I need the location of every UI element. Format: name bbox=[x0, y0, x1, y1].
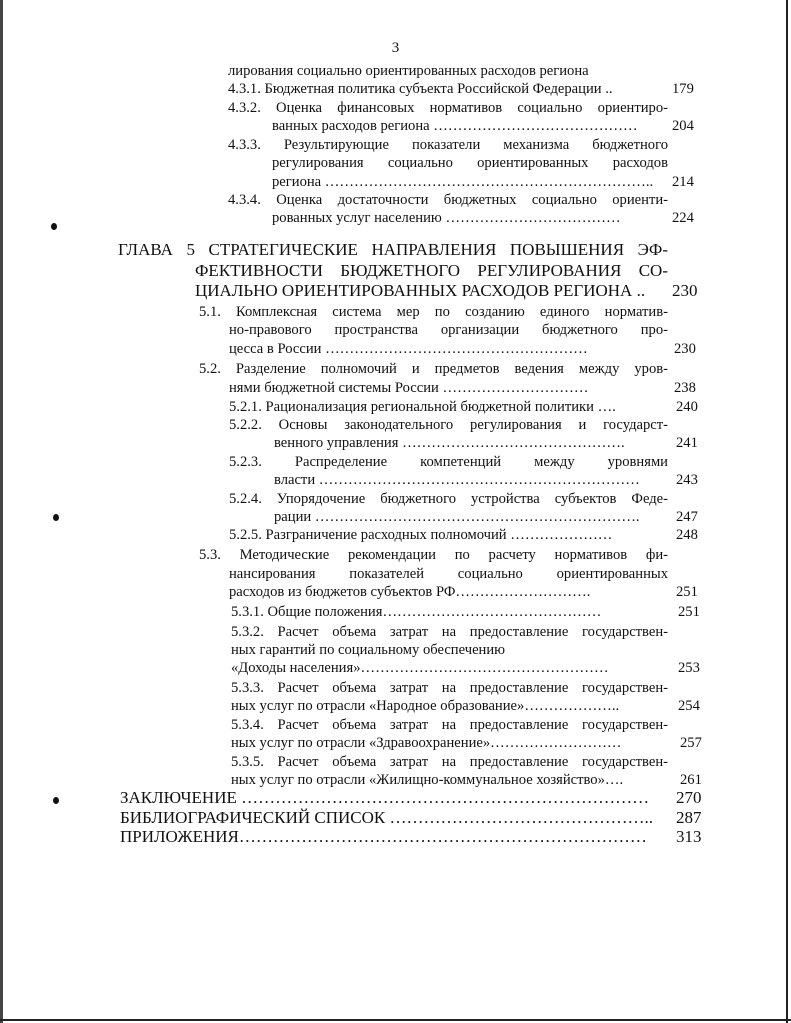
scan-speck-mark bbox=[53, 797, 59, 804]
back-matter-entry: БИБЛИОГРАФИЧЕСКИЙ СПИСОК ……………………………………….. bbox=[120, 808, 653, 827]
page-number: 3 bbox=[391, 40, 400, 56]
toc-line: рации …………………………………………………………. bbox=[274, 509, 640, 525]
toc-line: власти ………………………………………………………… bbox=[274, 472, 640, 488]
scan-speck-mark bbox=[51, 223, 57, 230]
toc-line: цесса в России ……………………………………………… bbox=[229, 341, 588, 357]
toc-line: 4.3.3. Результирующие показатели механизма бюджетного bbox=[228, 137, 668, 153]
toc-line: 5.3.4. Расчет объема затрат на предоставление государствен- bbox=[231, 717, 668, 733]
back-matter-entry: ЗАКЛЮЧЕНИЕ ……………………………………………………………… bbox=[120, 788, 650, 807]
toc-line: региона ………………………………………………………….. bbox=[272, 174, 654, 190]
toc-line: 5.2. Разделение полномочий и предметов ведения между уров- bbox=[199, 361, 668, 377]
toc-page-number: 253 bbox=[678, 660, 700, 676]
toc-line: 5.2.3. Распределение компетенций между уровнями bbox=[229, 454, 668, 470]
toc-page-number: 270 bbox=[676, 788, 702, 807]
toc-page-number: 248 bbox=[676, 527, 698, 543]
toc-line: ных гарантий по социальному обеспечению bbox=[231, 642, 506, 658]
toc-page-number: 214 bbox=[672, 174, 694, 190]
toc-line: 4.3.1. Бюджетная политика субъекта Российской Федерации .. bbox=[228, 81, 613, 97]
toc-page-number: 238 bbox=[674, 380, 696, 396]
toc-line: 5.3. Методические рекомендации по расчету нормативов фи- bbox=[199, 547, 668, 563]
toc-line: 4.3.4. Оценка достаточности бюджетных социально ориенти- bbox=[228, 192, 668, 208]
toc-line: расходов из бюджетов субъектов РФ………………………. bbox=[229, 584, 591, 600]
scan-speck-mark bbox=[53, 514, 59, 521]
chapter-heading: ЦИАЛЬНО ОРИЕНТИРОВАННЫХ РАСХОДОВ РЕГИОНА .. bbox=[195, 281, 646, 300]
scan-left-border bbox=[0, 0, 3, 1023]
chapter-heading: ГЛАВА 5 СТРАТЕГИЧЕСКИЕ НАПРАВЛЕНИЯ ПОВЫШЕНИЯ ЭФ- bbox=[118, 240, 668, 259]
toc-line: 5.3.2. Расчет объема затрат на предоставление государствен- bbox=[231, 624, 668, 640]
toc-page-number: 241 bbox=[676, 435, 698, 451]
toc-line: 5.3.1. Общие положения……………………………………… bbox=[231, 604, 602, 620]
toc-line: 5.3.5. Расчет объема затрат на предоставление государствен- bbox=[231, 754, 668, 770]
toc-line: лирования социально ориентированных расходов региона bbox=[228, 63, 589, 79]
toc-page-number: 247 bbox=[676, 509, 698, 525]
toc-line: регулирования социально ориентированных расходов bbox=[272, 155, 668, 171]
toc-line: 5.2.4. Упорядочение бюджетного устройства субъектов Феде- bbox=[229, 491, 668, 507]
toc-line: 5.2.5. Разграничение расходных полномочий ………………… bbox=[229, 527, 613, 543]
toc-page-number: 204 bbox=[672, 118, 694, 134]
toc-line: 4.3.2. Оценка финансовых нормативов социально ориентиро- bbox=[228, 100, 668, 116]
toc-line: нансирования показателей социально ориентированных bbox=[229, 566, 668, 582]
toc-page-number: 240 bbox=[676, 399, 698, 415]
toc-line: 5.1. Комплексная система мер по созданию единого норматив- bbox=[199, 304, 668, 320]
toc-line: ванных расходов региона …………………………………… bbox=[272, 118, 638, 134]
scan-bottom-border bbox=[0, 1019, 791, 1021]
toc-page-number: 254 bbox=[678, 698, 700, 714]
toc-page-number: 257 bbox=[680, 735, 702, 751]
toc-page-number: 243 bbox=[676, 472, 698, 488]
toc-line: но-правового пространства организации бюджетного про- bbox=[229, 322, 668, 338]
toc-line: нями бюджетной системы России ………………………… bbox=[229, 380, 589, 396]
toc-line: ных услуг по отрасли «Здравоохранение»……………………… bbox=[231, 735, 622, 751]
toc-page-number: 230 bbox=[672, 281, 698, 300]
back-matter-entry: ПРИЛОЖЕНИЯ……………………………………………………………… bbox=[120, 827, 647, 846]
toc-line: рованных услуг населению ……………………………… bbox=[272, 210, 621, 226]
toc-page-number: 230 bbox=[674, 341, 696, 357]
toc-line: венного управления ………………………………………. bbox=[274, 435, 625, 451]
toc-line: 5.3.3. Расчет объема затрат на предоставление государствен- bbox=[231, 680, 668, 696]
toc-page-number: 224 bbox=[672, 210, 694, 226]
toc-page-number: 261 bbox=[680, 772, 702, 788]
chapter-heading: ФЕКТИВНОСТИ БЮДЖЕТНОГО РЕГУЛИРОВАНИЯ СО- bbox=[195, 261, 668, 280]
toc-line: 5.2.1. Рационализация региональной бюджетной политики …. bbox=[229, 399, 616, 415]
toc-line: «Доходы населения»…………………………………………… bbox=[231, 660, 609, 676]
toc-page-number: 251 bbox=[678, 604, 700, 620]
toc-page-number: 287 bbox=[676, 808, 702, 827]
toc-page-number: 179 bbox=[672, 81, 694, 97]
scan-right-border bbox=[786, 0, 788, 1023]
toc-line: ных услуг по отрасли «Народное образование»……………….. bbox=[231, 698, 620, 714]
toc-line: ных услуг по отрасли «Жилищно-коммунальное хозяйство»…. bbox=[231, 772, 624, 788]
toc-page-number: 251 bbox=[676, 584, 698, 600]
toc-page-number: 313 bbox=[676, 827, 702, 846]
toc-line: 5.2.2. Основы законодательного регулирования и государст- bbox=[229, 417, 668, 433]
